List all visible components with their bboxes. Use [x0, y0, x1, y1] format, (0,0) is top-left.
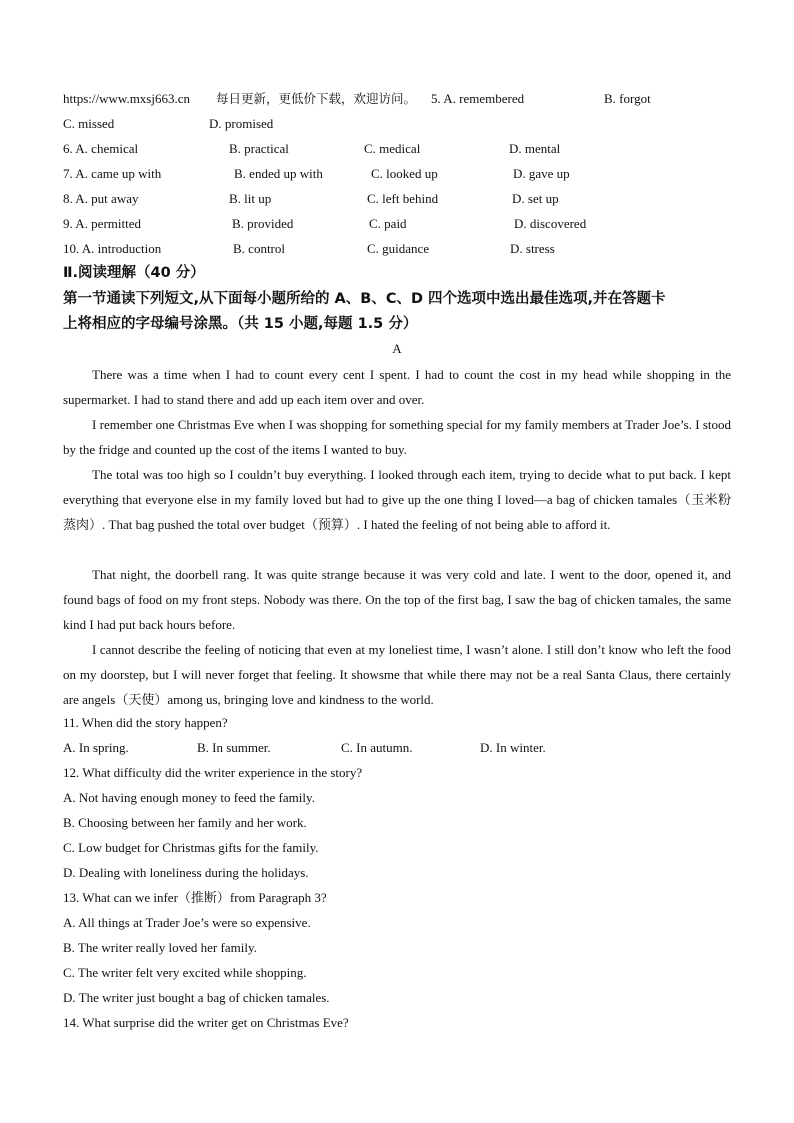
question-12-option-a: A. Not having enough money to feed the family. — [63, 790, 315, 805]
passage-paragraph-1: There was a time when I had to count every cent I spent. I had to count the cost in my head while shopping in the supermarket. I had to stand there and add up each item over and over. — [63, 367, 731, 407]
cloze-7-c: C. looked up — [371, 166, 438, 181]
cloze-10-c: C. guidance — [367, 241, 430, 256]
cloze-9-c: C. paid — [369, 216, 407, 231]
cloze-7-b: B. ended up with — [234, 166, 323, 181]
cloze-5-c: C. missed — [63, 116, 115, 131]
section-instruction-line2: 上将相应的字母编号涂黑。（共 15 小题,每题 1.5 分） — [63, 316, 418, 332]
header-notice: 每日更新，更低价下载，欢迎访问。 — [216, 91, 417, 106]
question-13-option-d: D. The writer just bought a bag of chicken tamales. — [63, 990, 330, 1005]
question-12-option-b: B. Choosing between her family and her work. — [63, 815, 307, 830]
passage-paragraph-2: I remember one Christmas Eve when I was shopping for something special for my family members at Trader Joe’s. I stood by the fridge and counted up the cost of the items I wanted to buy. — [63, 417, 731, 457]
cloze-10-b: B. control — [233, 241, 285, 256]
cloze-5-b: B. forgot — [604, 91, 651, 106]
cloze-8-b: B. lit up — [229, 191, 272, 206]
question-13-option-b: B. The writer really loved her family. — [63, 940, 257, 955]
cloze-8-d: D. set up — [512, 191, 559, 206]
cloze-5-d: D. promised — [209, 116, 274, 131]
question-12-option-d: D. Dealing with loneliness during the holidays. — [63, 865, 309, 880]
passage-paragraph-3: The total was too high so I couldn’t buy everything. I looked through each item, trying to decide what to put back. I kept everything that everyone else in my family loved but had to give up the one thing I loved—a bag of chicken tamales（玉米粉蒸肉）. That bag pushed the total over budget（预算）. I hated the feeling of not being able to afford it. — [63, 467, 731, 532]
question-12-option-c: C. Low budget for Christmas gifts for the family. — [63, 840, 319, 855]
question-11-option-a: A. In spring. — [63, 740, 129, 755]
question-11-option-b: B. In summer. — [197, 740, 271, 755]
passage-label: A — [392, 341, 402, 356]
cloze-6-c: C. medical — [364, 141, 421, 156]
question-13-stem: 13. What can we infer（推断）from Paragraph 3? — [63, 890, 327, 905]
question-13-option-a: A. All things at Trader Joe’s were so expensive. — [63, 915, 311, 930]
cloze-10-d: D. stress — [510, 241, 555, 256]
cloze-7-a: 7. A. came up with — [63, 166, 162, 181]
cloze-10-a: 10. A. introduction — [63, 241, 162, 256]
section-instruction-line1: 第一节通读下列短文,从下面每小题所给的 A、B、C、D 四个选项中选出最佳选项,并在答题卡 — [63, 291, 666, 307]
cloze-8-c: C. left behind — [367, 191, 439, 206]
question-11-option-c: C. In autumn. — [341, 740, 413, 755]
question-11-stem: 11. When did the story happen? — [63, 715, 228, 730]
passage-paragraph-5: I cannot describe the feeling of noticing that even at my loneliest time, I wasn’t alone. I still don’t know who left the food on my doorstep, but I will never forget that feeling. It showsme that while there may not be a real Santa Claus, there certainly are angels（天使）among us, bringing love and kindness to the world. — [63, 642, 731, 707]
question-13-option-c: C. The writer felt very excited while shopping. — [63, 965, 307, 980]
section-title: Ⅱ.阅读理解（40 分） — [63, 265, 205, 281]
header-url: https://www.mxsj663.cn — [63, 91, 190, 106]
cloze-5-a: 5. A. remembered — [431, 91, 525, 106]
cloze-6-b: B. practical — [229, 141, 289, 156]
question-12-stem: 12. What difficulty did the writer experience in the story? — [63, 765, 363, 780]
cloze-9-d: D. discovered — [514, 216, 587, 231]
cloze-9-a: 9. A. permitted — [63, 216, 142, 231]
question-14-stem: 14. What surprise did the writer get on Christmas Eve? — [63, 1015, 349, 1030]
cloze-6-d: D. mental — [509, 141, 561, 156]
cloze-9-b: B. provided — [232, 216, 294, 231]
question-11-option-d: D. In winter. — [480, 740, 546, 755]
cloze-6-a: 6. A. chemical — [63, 141, 139, 156]
passage-paragraph-4: That night, the doorbell rang. It was quite strange because it was very cold and late. I went to the door, opened it, and found bags of food on my front steps. Nobody was there. On the top of the first bag, I saw the bag of chicken tamales, the same kind I had put back hours before. — [63, 567, 731, 632]
cloze-7-d: D. gave up — [513, 166, 570, 181]
cloze-8-a: 8. A. put away — [63, 191, 139, 206]
